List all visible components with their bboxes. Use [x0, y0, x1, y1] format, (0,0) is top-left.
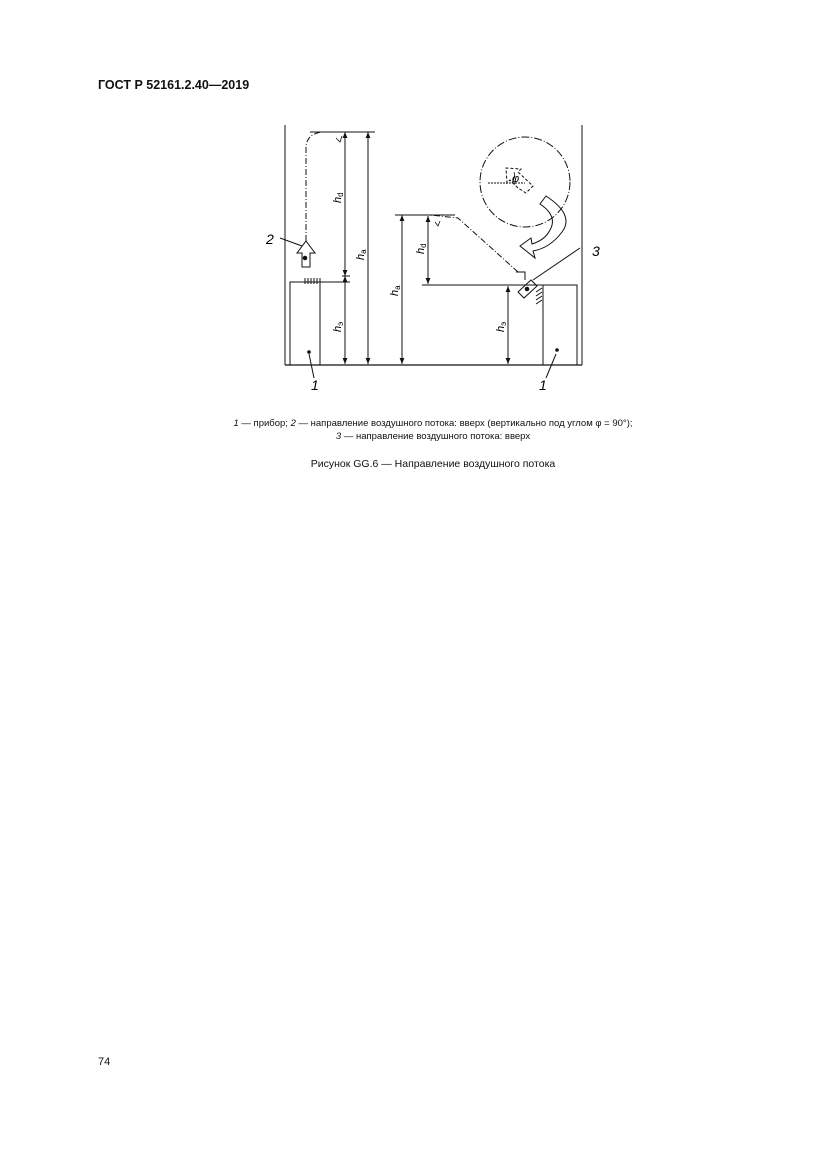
callout-3: 3 [592, 243, 600, 259]
document-header: ГОСТ Р 52161.2.40—2019 [98, 78, 250, 92]
label-h-e-left: hэ [332, 321, 345, 332]
page-number: 74 [98, 1056, 111, 1068]
airflow-diagram [250, 120, 610, 400]
detail-arrow [506, 168, 533, 193]
label-h-a-left: ha [355, 249, 368, 260]
legend-line-2: 3 — направление воздушного потока: вверх [335, 431, 531, 442]
callout-1-right: 1 [539, 377, 547, 393]
leader-line-3 [533, 248, 580, 280]
appliance-right [543, 285, 577, 365]
airflow-figure [250, 120, 610, 400]
label-h-d-right: hd [415, 243, 428, 254]
figure-caption: Рисунок GG.6 — Направление воздушного потока [310, 458, 556, 470]
figure-legend [120, 417, 746, 443]
label-h-e-right: hэ [495, 321, 508, 332]
leader-line-2 [280, 238, 302, 246]
label-phi: φ [512, 173, 520, 185]
airflow-path-left [306, 132, 334, 241]
appliance-left [290, 282, 320, 365]
vent-ticks-left [305, 278, 320, 284]
callout-2: 2 [266, 231, 274, 247]
label-h-a-right: ha [389, 285, 402, 296]
leader-line-1-right [546, 354, 556, 378]
legend-line-1: 1 — прибор; 2 — направление воздушного потока: вверх (вертикально под углом φ = 90°); [233, 418, 633, 429]
label-h-d-left: hd [332, 192, 345, 203]
airflow-path-right [430, 215, 518, 272]
leader-line-1-left [309, 354, 314, 378]
callout-1-left: 1 [311, 377, 319, 393]
detail-zoom-circle [480, 137, 570, 227]
vent-hatch-right [536, 288, 542, 304]
